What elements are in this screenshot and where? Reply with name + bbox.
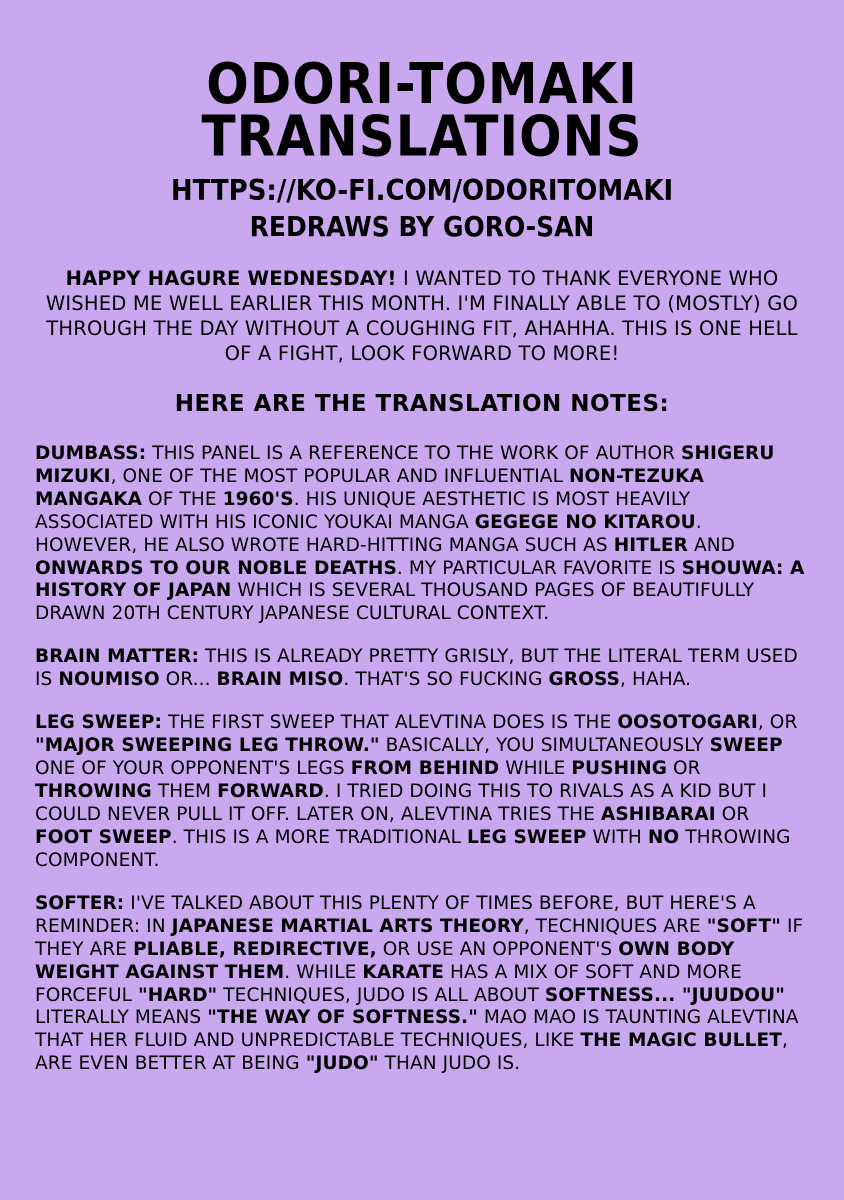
note-term: BRAIN MATTER: [35,646,200,668]
note-item [35,443,809,627]
notes-heading: HERE ARE THE TRANSLATION NOTES: [174,390,670,417]
note-body: I'VE TALKED ABOUT THIS PLENTY OF TIMES BEFORE, BUT HERE'S A REMINDER: IN JAPANESE MARTIAL ARTS THEORY, TECHNIQUES ARE "SOFT" IF THEY ARE PLIABLE, REDIRECTIVE, OR USE AN OPPONENT'S OWN BODY WEIGHT AGAINST THEM. WHILE KARATE HAS A MIX OF SOFT AND MORE FORCEFUL "HARD" TECHNIQUES, JUDO IS ALL ABOUT SOFTNESS... "JUUDOU" LITERALLY MEANS "THE WAY OF SOFTNESS." MAO MAO IS TAUNTING ALEVTINA THAT HER FLUID AND UNPREDICTABLE TECHNIQUES, LIKE THE MAGIC BULLET, ARE EVEN BETTER AT BEING "JUDO" THAN JUDO IS. [35,892,804,1075]
note-body: THIS IS ALREADY PRETTY GRISLY, BUT THE LITERAL TERM USED IS NOUMISO OR... BRAIN MISO. THAT'S SO FUCKING GROSS, HAHA. [35,646,798,691]
note-term: DUMBASS: [35,442,147,464]
note-term: LEG SWEEP: [35,712,163,734]
kofi-url[interactable]: HTTPS://KO-FI.COM/ODORITOMAKI [170,174,674,208]
title-line-2: TRANSLATIONS [201,103,643,169]
intro-body: I WANTED TO THANK EVERYONE WHO WISHED ME WELL EARLIER THIS MONTH. I'M FINALLY ABLE TO (MOSTLY) GO THROUGH THE DAY WITHOUT A COUGHING FIT, AHAHHA. THIS IS ONE HELL OF A FIGHT, LOOK FORWARD TO MORE! [45,267,799,365]
note-term: SOFTER: [35,892,125,914]
intro-paragraph [30,267,814,367]
redraws-credit: REDRAWS BY GORO-SAN [249,210,595,243]
note-body: THIS PANEL IS A REFERENCE TO THE WORK OF AUTHOR SHIGERU MIZUKI, ONE OF THE MOST POPULAR AND INFLUENTIAL NON-TEZUKA MANGAKA OF THE 1960'S. HIS UNIQUE AESTHETIC IS MOST HEAVILY ASSOCIATED WITH HIS ICONIC YOUKAI MANGA GEGEGE NO KITAROU. HOWEVER, HE ALSO WROTE HARD-HITTING MANGA SUCH AS HITLER AND ONWARDS TO OUR NOBLE DEATHS. MY PARTICULAR FAVORITE IS SHOUWA: A HISTORY OF JAPAN WHICH IS SEVERAL THOUSAND PAGES OF BEAUTIFULLY DRAWN 20TH CENTURY JAPANESE CULTURAL CONTEXT. [35,442,805,625]
note-item [35,893,809,1077]
notes-list [30,443,814,1076]
title-line-1: ODORI-TOMAKI [206,51,638,117]
note-item [35,646,809,692]
note-item [35,712,809,873]
note-body: THE FIRST SWEEP THAT ALEVTINA DOES IS THE OOSOTOGARI, OR "MAJOR SWEEPING LEG THROW." BASICALLY, YOU SIMULTANEOUSLY SWEEP ONE OF YOUR OPPONENT'S LEGS FROM BEHIND WHILE PUSHING OR THROWING THEM FORWARD. I TRIED DOING THIS TO RIVALS AS A KID BUT I COULD NEVER PULL IT OFF. LATER ON, ALEVTINA TRIES THE ASHIBARAI OR FOOT SWEEP. THIS IS A MORE TRADITIONAL LEG SWEEP WITH NO THROWING COMPONENT. [35,712,798,871]
page-title [112,51,732,169]
header [30,51,814,243]
intro-greeting: HAPPY HAGURE WEDNESDAY! [65,267,397,290]
